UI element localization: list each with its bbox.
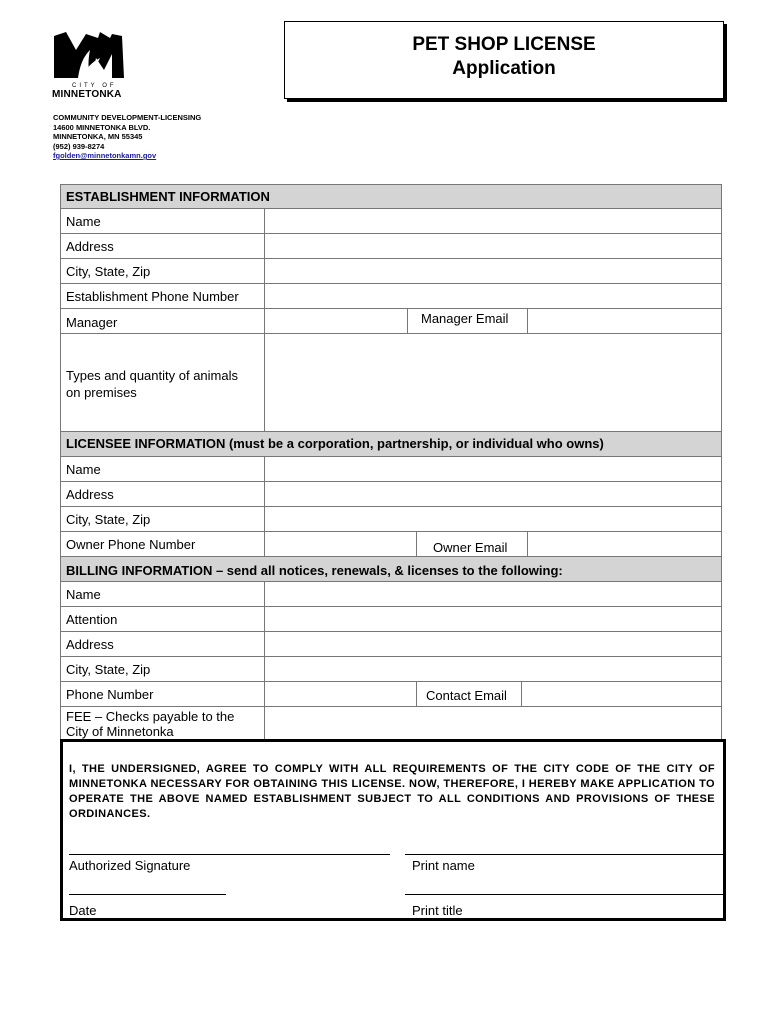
establishment-phone-row bbox=[60, 284, 722, 309]
licensee-name-label: Name bbox=[66, 462, 101, 477]
contact-email-field[interactable] bbox=[521, 682, 522, 706]
authorized-signature-line[interactable] bbox=[69, 854, 390, 855]
owner-phone-field[interactable] bbox=[264, 532, 265, 556]
contact-email-label: Contact Email bbox=[426, 688, 507, 703]
logo-city-text: CITY OF bbox=[72, 83, 117, 89]
agreement-statement: I, THE UNDERSIGNED, AGREE TO COMPLY WITH ALL REQUIREMENTS OF THE CITY CODE OF THE CITY OF MINNETONKA NECESSARY FOR OBTAINING THIS LICENSE. NOW, THEREFORE, I HEREBY MAKE APPLICATION TO OPERATE THE ABOVE NAMED ESTABLISHMENT SUBJECT TO ALL CONDITIONS AND PROVISIONS OF THESE ORDINANCES. bbox=[69, 763, 715, 820]
manager-email-field[interactable] bbox=[527, 309, 528, 333]
licensee-name-row bbox=[60, 457, 722, 482]
billing-phone-field[interactable] bbox=[264, 682, 265, 706]
owner-email-label: Owner Email bbox=[433, 540, 508, 555]
manager-label: Manager bbox=[66, 315, 118, 330]
fee-label: FEE – Checks payable to the City of Minnetonka bbox=[66, 709, 235, 739]
manager-field[interactable] bbox=[264, 309, 265, 333]
establishment-phone-field[interactable] bbox=[264, 284, 265, 308]
owner-phone-label: Owner Phone Number bbox=[66, 537, 196, 552]
manager-email-label: Manager Email bbox=[421, 311, 509, 326]
billing-address-row bbox=[60, 632, 722, 657]
date-line[interactable] bbox=[69, 894, 226, 895]
fee-field[interactable] bbox=[264, 707, 265, 740]
animals-row bbox=[60, 334, 722, 432]
billing-name-field[interactable] bbox=[264, 582, 265, 606]
licensee-city-field[interactable] bbox=[264, 507, 265, 531]
establishment-city-row bbox=[60, 259, 722, 284]
billing-city-field[interactable] bbox=[264, 657, 265, 681]
establishment-phone-label: Establishment Phone Number bbox=[66, 289, 239, 304]
form-subtitle: Application bbox=[452, 58, 556, 79]
animals-field[interactable] bbox=[264, 334, 265, 431]
billing-city-label: City, State, Zip bbox=[66, 662, 151, 677]
print-title-label: Print title bbox=[412, 903, 463, 918]
owner-email-field[interactable] bbox=[527, 532, 528, 556]
department-info bbox=[53, 113, 201, 161]
establishment-name-label: Name bbox=[66, 214, 101, 229]
print-name-label: Print name bbox=[412, 858, 475, 873]
print-title-line[interactable] bbox=[405, 894, 723, 895]
billing-phone-label: Phone Number bbox=[66, 687, 154, 702]
department-name: COMMUNITY DEVELOPMENT-LICENSING bbox=[53, 113, 202, 122]
agreement-box bbox=[60, 739, 726, 921]
licensee-address-label: Address bbox=[66, 487, 114, 502]
form-title: PET SHOP LICENSE bbox=[412, 34, 596, 55]
logo-name-text: MINNETONKA bbox=[52, 89, 122, 100]
licensee-address-field[interactable] bbox=[264, 482, 265, 506]
billing-attention-row bbox=[60, 607, 722, 632]
animals-label: Types and quantity of animals on premises bbox=[66, 368, 238, 400]
billing-name-row bbox=[60, 582, 722, 607]
establishment-address-field[interactable] bbox=[264, 234, 265, 258]
application-form bbox=[60, 184, 722, 741]
billing-heading: BILLING INFORMATION – send all notices, renewals, & licenses to the following: bbox=[66, 563, 563, 578]
department-email-link[interactable]: fgolden@minnetonkamn.gov bbox=[53, 151, 157, 160]
fee-row bbox=[60, 707, 722, 741]
billing-name-label: Name bbox=[66, 587, 101, 602]
billing-address-field[interactable] bbox=[264, 632, 265, 656]
owner-phone-row bbox=[60, 532, 722, 557]
establishment-section-header bbox=[60, 184, 722, 209]
establishment-name-row bbox=[60, 209, 722, 234]
licensee-name-field[interactable] bbox=[264, 457, 265, 481]
establishment-address-label: Address bbox=[66, 239, 114, 254]
manager-row bbox=[60, 309, 722, 334]
authorized-signature-label: Authorized Signature bbox=[69, 858, 191, 873]
establishment-heading: ESTABLISHMENT INFORMATION bbox=[66, 189, 270, 204]
establishment-address-row bbox=[60, 234, 722, 259]
department-phone: (952) 939-8274 bbox=[53, 141, 105, 151]
licensee-address-row bbox=[60, 482, 722, 507]
title-box bbox=[284, 21, 724, 99]
licensee-heading: LICENSEE INFORMATION (must be a corporation, partnership, or individual who owns) bbox=[66, 436, 604, 451]
licensee-city-row bbox=[60, 507, 722, 532]
date-label: Date bbox=[69, 903, 97, 918]
billing-address-label: Address bbox=[66, 637, 114, 652]
print-name-line[interactable] bbox=[405, 854, 723, 855]
establishment-city-field[interactable] bbox=[264, 259, 265, 283]
billing-attention-field[interactable] bbox=[264, 607, 265, 631]
department-address2: MINNETONKA, MN 55345 bbox=[53, 132, 143, 141]
establishment-name-field[interactable] bbox=[264, 209, 265, 233]
establishment-city-label: City, State, Zip bbox=[66, 264, 151, 279]
department-address1: 14600 MINNETONKA BLVD. bbox=[53, 122, 151, 132]
billing-attention-label: Attention bbox=[66, 612, 118, 627]
billing-phone-row bbox=[60, 682, 722, 707]
licensee-city-label: City, State, Zip bbox=[66, 512, 151, 527]
licensee-section-header bbox=[60, 432, 722, 457]
billing-city-row bbox=[60, 657, 722, 682]
billing-section-header bbox=[60, 557, 722, 582]
